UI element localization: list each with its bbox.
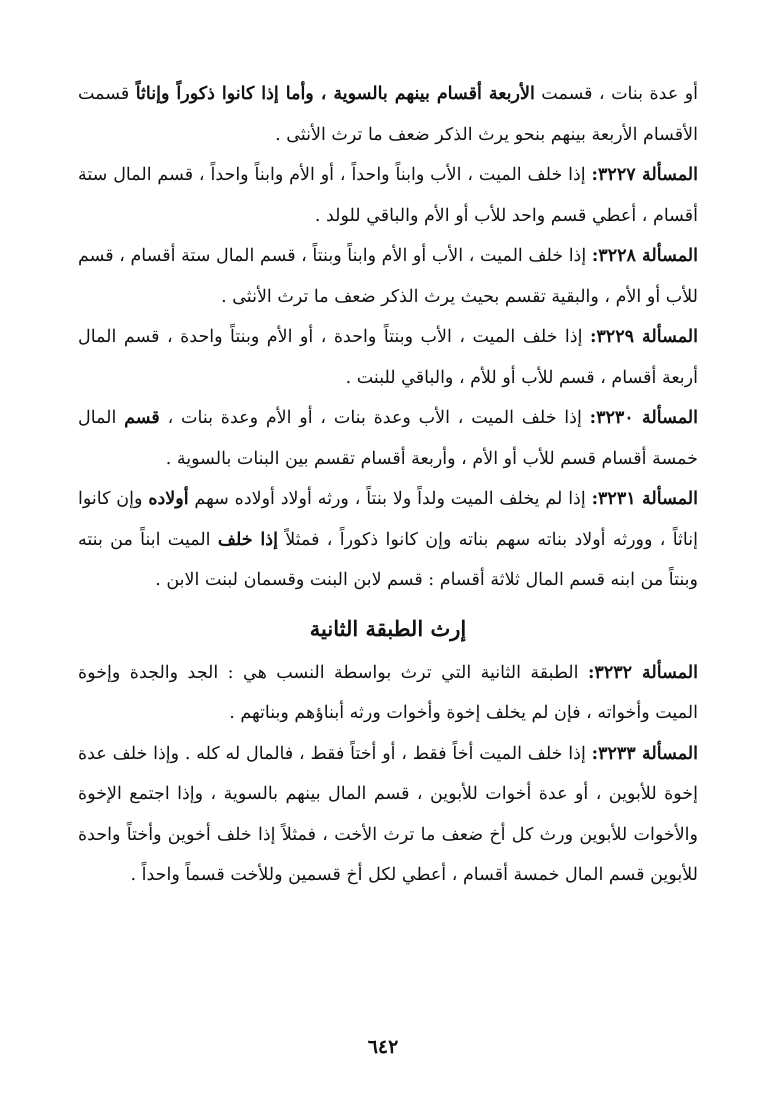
- body-text: إذا لم يخلف الميت ولداً ولا بنتاً ، ورثه أولاد أولاده سهم: [188, 489, 592, 509]
- issue-number: المسألة ٣٢٣١:: [591, 489, 698, 509]
- issue-number: المسألة ٣٢٢٧:: [591, 165, 698, 185]
- body-text: المال خمسة أقسام قسم للأب أو الأم ، وأربعة أقسام تقسم بين البنات بالسوية .: [78, 408, 698, 469]
- paragraph: [78, 74, 698, 155]
- section-heading: إرث الطبقة الثانية: [309, 615, 467, 641]
- body-text: إذا خلف الميت ، الأب وبنتاً واحدة ، أو الأم وبنتاً واحدة ، قسم المال أربعة أقسام ، قسم للأب أو للأم ، والباقي للبنت .: [78, 327, 698, 388]
- body-text: وإن كانوا إناثاً ، وورثه أولاد بناته سهم بناته وإن كانوا ذكوراً ، فمثلاً: [78, 489, 698, 550]
- issue-number: المسألة ٣٢٣٢:: [587, 662, 698, 683]
- bold-text: إذا خلف: [217, 529, 278, 550]
- issue-number: المسألة ٣٢٣٠:: [589, 408, 698, 428]
- bold-text: قسم: [124, 408, 160, 428]
- paragraph: [78, 155, 698, 236]
- page-body: [78, 74, 698, 896]
- page-number: ٦٤٢: [367, 1036, 399, 1058]
- section-second-class: [78, 653, 698, 896]
- paragraph: [78, 479, 698, 601]
- paragraph: [78, 236, 698, 317]
- bold-text: أولاده: [148, 489, 189, 509]
- issue-number: المسألة ٣٢٢٨:: [591, 246, 699, 266]
- bold-text: الأربعة أقسام بينهم بالسوية ، وأما إذا كانوا ذكوراً وإناثاً: [135, 84, 535, 104]
- paragraph: [78, 653, 698, 734]
- issue-number: المسألة ٣٢٢٩:: [589, 327, 698, 347]
- body-text: إذا خلف الميت ، الأب وابناً واحداً ، أو الأم وابناً واحداً ، قسم المال ستة أقسام ، أعطي قسم واحد للأب أو الأم والباقي للولد .: [78, 165, 698, 226]
- body-text: إذا خلف الميت ، الأب أو الأم وابناً وبنتاً ، قسم المال ستة أقسام ، قسم للأب أو الأم ، والبقية تقسم بحيث يرث الذكر ضعف ما ترث الأنثى .: [78, 246, 698, 307]
- body-text: قسمت الأقسام الأربعة بينهم بنحو يرث الذكر ضعف ما ترث الأنثى .: [78, 84, 698, 145]
- body-text: إذا خلف الميت ، الأب وعدة بنات ، أو الأم وعدة بنات ،: [159, 408, 590, 428]
- body-text: إذا خلف الميت أخاً فقط ، أو أختاً فقط ، فالمال له كله . وإذا خلف عدة إخوة للأبوين ، أو عدة أخوات للأبوين ، قسم المال بينهم بالسوية ، وإذا اجتمع الإخوة والأخوات للأبوين ورث كل أخ ضعف ما ترث الأخت ، فمثلاً إذا خلف أخوين وأختاً واحدة للأبوين قسم المال خمسة أقسام ، أعطي لكل أخ قسمين وللأخت قسماً واحداً .: [78, 743, 698, 885]
- section-first-class: [78, 74, 698, 601]
- paragraph: [78, 398, 698, 479]
- body-text: الطبقة الثانية التي ترث بواسطة النسب هي : الجد والجدة وإخوة الميت وأخواته ، فإن لم يخلف إخوة وأخوات ورثه أبناؤهم وبناتهم .: [78, 662, 698, 723]
- paragraph: [78, 317, 698, 398]
- body-text: أو عدة بنات ، قسمت: [534, 84, 699, 104]
- body-text: الميت ابناً من بنته وبنتاً من ابنه قسم المال ثلاثة أقسام : قسم لابن البنت وقسمان لبنت الابن .: [78, 529, 698, 590]
- paragraph: [78, 734, 698, 896]
- issue-number: المسألة ٣٢٣٣:: [591, 743, 698, 764]
